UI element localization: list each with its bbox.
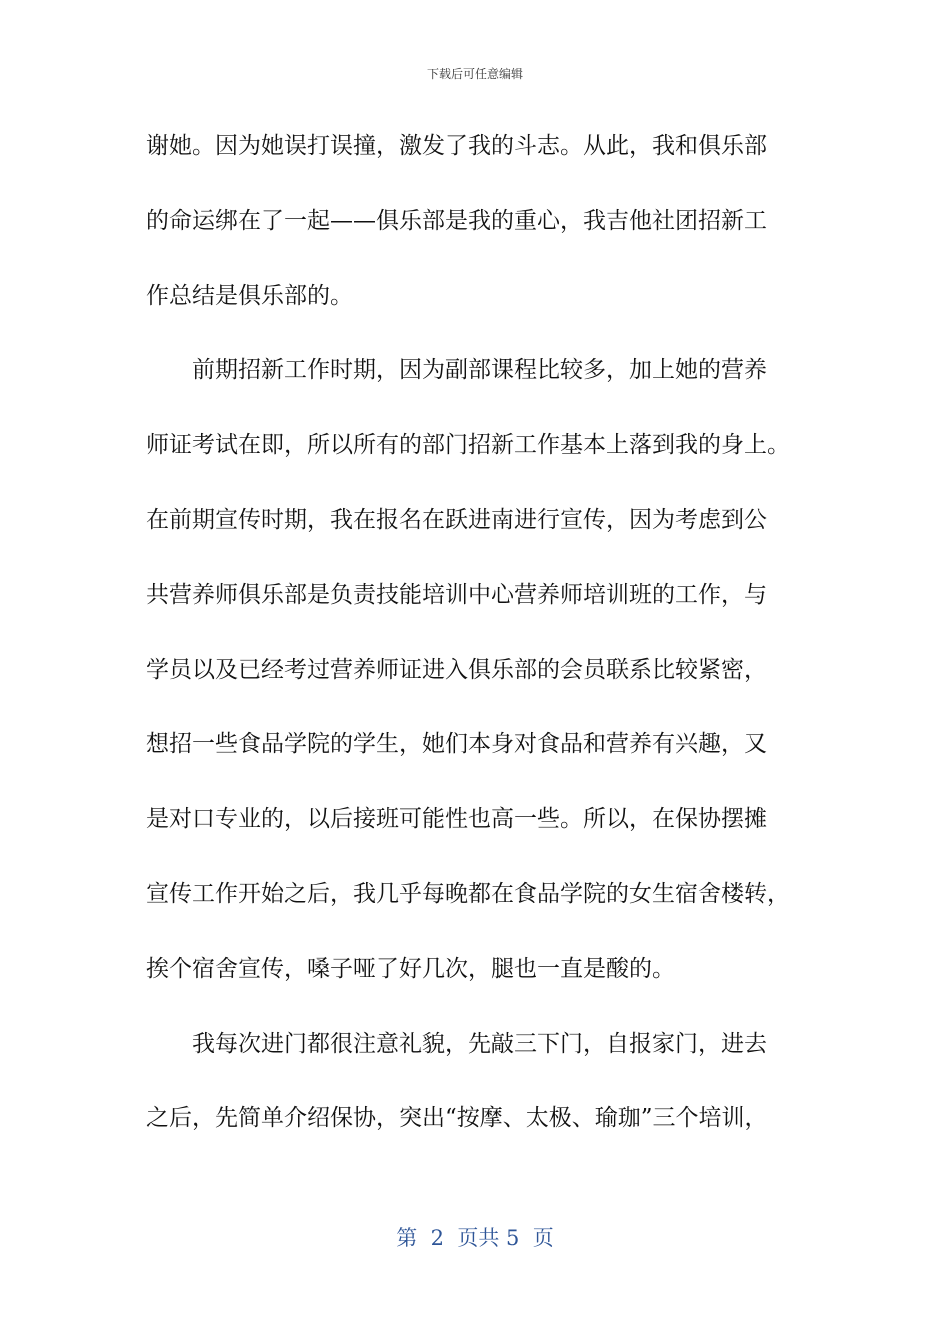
- text-line: 作总结是俱乐部的。: [146, 282, 353, 309]
- text-line: 挨个宿舍宣传，嗓子哑了好几次，腿也一直是酸的。: [146, 955, 675, 982]
- text-line: 宣传工作开始之后，我几乎每晚都在食品学院的女生宿舍楼转，: [146, 880, 790, 907]
- text-line: 在前期宣传时期，我在报名在跃进南进行宣传，因为考虑到公: [146, 506, 767, 533]
- text-line: 想招一些食品学院的学生，她们本身对食品和营养有兴趣，又: [146, 731, 767, 758]
- paragraph-first-line: 前期招新工作时期，因为副部课程比较多，加上她的营养: [192, 357, 767, 384]
- paragraph-first-line: 我每次进门都很注意礼貌，先敲三下门，自报家门，进去: [192, 1030, 767, 1057]
- page-number-footer: 第 2 页共 5 页: [396, 1226, 554, 1250]
- text-line: 的命运绑在了一起——俱乐部是我的重心，我吉他社团招新工: [146, 207, 767, 234]
- text-line: 谢她。因为她误打误撞，激发了我的斗志。从此，我和俱乐部: [146, 133, 767, 159]
- text-line: 之后，先简单介绍保协，突出“按摩、太极、瑜珈”三个培训，: [146, 1105, 768, 1132]
- page-header: 下载后可任意编辑: [426, 67, 523, 81]
- text-line: 学员以及已经考过营养师证进入俱乐部的会员联系比较紧密，: [146, 656, 767, 683]
- text-line: 共营养师俱乐部是负责技能培训中心营养师培训班的工作，与: [146, 581, 767, 608]
- text-line: 师证考试在即，所以所有的部门招新工作基本上落到我的身上。: [146, 432, 790, 459]
- body-text: [146, 122, 818, 1169]
- text-line: 是对口专业的，以后接班可能性也高一些。所以，在保协摆摊: [146, 806, 767, 833]
